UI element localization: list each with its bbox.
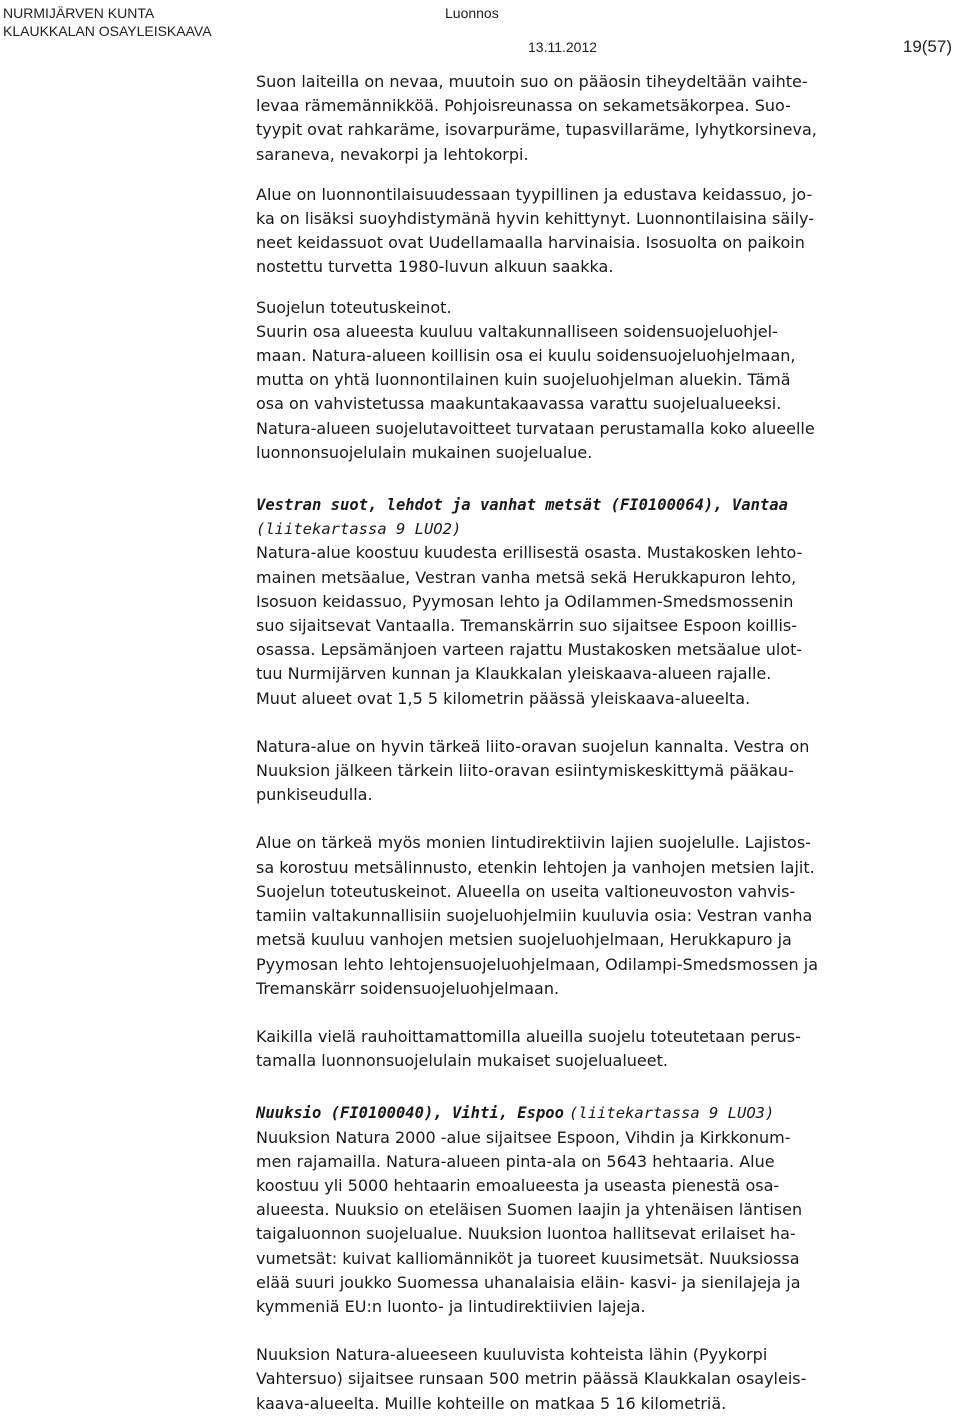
plan-name: KLAUKKALAN OSAYLEISKAAVA bbox=[3, 23, 212, 39]
text-line: Vahtersuo) sijaitsee runsaan 500 metrin päässä Klaukkalan osayleis- bbox=[256, 1369, 807, 1389]
text-line: kymmeniä EU:n luonto- ja lintudirektiivien lajeja. bbox=[256, 1296, 646, 1316]
text-line: tyypit ovat rahkaräme, isovarpuräme, tupasvillaräme, lyhytkorsineva, bbox=[256, 120, 817, 140]
text-line: Alue on tärkeä myös monien lintudirektiivin lajien suojelulle. Lajistos- bbox=[256, 833, 811, 853]
document-date: 13.11.2012 bbox=[528, 39, 598, 55]
text-line: elää suuri joukko Suomessa uhanalaisia eläin- kasvi- ja sienilajeja ja bbox=[256, 1272, 801, 1292]
text-line: Suurin osa alueesta kuuluu valtakunnalliseen soidensuojeluohjel- bbox=[256, 321, 778, 341]
section-vestra bbox=[256, 493, 956, 711]
paragraph-suojelu bbox=[256, 296, 956, 465]
text-line: Natura-alue koostuu kuudesta erillisestä osasta. Mustakosken lehto- bbox=[256, 543, 803, 563]
text-line: tamalla luonnonsuojelulain mukaiset suojelualueet. bbox=[256, 1051, 668, 1071]
header-organization bbox=[3, 4, 212, 40]
paragraph-rauhoitus bbox=[256, 1025, 956, 1073]
text-line: Pyymosan lehto lehtojensuojeluohjelmaan, Odilampi-Smedsmossen ja bbox=[256, 954, 818, 974]
text-line: Tremanskärr soidensuojeluohjelmaan. bbox=[256, 978, 560, 998]
page-number: 19(57) bbox=[902, 37, 952, 56]
text-line: taigaluonnon suojelualue. Nuuksion luontoa hallitsevat erilaiset ha- bbox=[256, 1224, 796, 1244]
text-line: Nuuksion Natura-alueeseen kuuluvista kohteista lähin (Pyykorpi bbox=[256, 1345, 768, 1365]
text-line: kaava-alueelta. Muille kohteille on matkaa 5 16 kilometriä. bbox=[256, 1393, 727, 1413]
map-reference: (liitekartassa 9 LUO2) bbox=[256, 520, 462, 539]
section-nuuksio bbox=[256, 1101, 956, 1319]
text-line: sa korostuu metsälinnusto, etenkin lehtojen ja vanhojen metsien lajit. bbox=[256, 857, 815, 877]
org-name: NURMIJÄRVEN KUNTA bbox=[3, 5, 155, 21]
text-line: saraneva, nevakorpi ja lehtokorpi. bbox=[256, 144, 529, 164]
paragraph-etaisyys bbox=[256, 1343, 956, 1416]
text-line: nostettu turvetta 1980-luvun alkuun saakka. bbox=[256, 257, 614, 277]
paragraph-lintudirektiivi bbox=[256, 831, 956, 1000]
text-line: Suon laiteilla on nevaa, muutoin suo on pääosin tiheydeltään vaihte- bbox=[256, 72, 808, 91]
text-line: osa on vahvistetussa maakuntakaavassa varattu suojelualueeksi. bbox=[256, 394, 782, 414]
document-body bbox=[256, 70, 956, 1416]
text-line: alueesta. Nuuksio on eteläisen Suomen laajin ja yhtenäisen läntisen bbox=[256, 1200, 803, 1220]
text-line: tuu Nurmijärven kunnan ja Klaukkalan yleiskaava-alueen rajalle. bbox=[256, 664, 772, 684]
text-line: Suojelun toteutuskeinot. Alueella on useita valtioneuvoston vahvis- bbox=[256, 881, 796, 901]
text-line: men rajamailla. Natura-alueen pinta-ala on 5643 hehtaaria. Alue bbox=[256, 1151, 775, 1171]
text-line: mainen metsäalue, Vestran vanha metsä sekä Herukkapuron lehto, bbox=[256, 567, 797, 587]
section-heading-nuuksio: Nuuksio (FI0100040), Vihti, Espoo bbox=[256, 1104, 564, 1123]
map-reference: (liitekartassa 9 LUO3) bbox=[569, 1104, 775, 1123]
text-line: Isosuon keidassuo, Pyymosan lehto ja Odilammen-Smedsmossenin bbox=[256, 591, 794, 611]
text-line: Suojelun toteutuskeinot. bbox=[256, 297, 452, 317]
text-line: metsä kuuluu vanhojen metsien suojeluohjelmaan, Herukkapuro ja bbox=[256, 930, 792, 950]
text-line: Natura-alue on hyvin tärkeä liito-oravan suojelun kannalta. Vestra on bbox=[256, 736, 810, 756]
paragraph-keidassuo bbox=[256, 183, 956, 280]
text-line: Nuuksion Natura 2000 -alue sijaitsee Espoon, Vihdin ja Kirkkonum- bbox=[256, 1127, 791, 1147]
text-line: suo sijaitsevat Vantaalla. Tremanskärrin suo sijaitsee Espoon koillis- bbox=[256, 616, 797, 636]
text-line: neet keidassuot ovat Uudellamaalla harvinaisia. Isosuolta on paikoin bbox=[256, 233, 805, 253]
text-line: luonnonsuojelulain mukainen suojelualue. bbox=[256, 442, 593, 462]
text-line: tamiin valtakunnallisiin suojeluohjelmiin kuuluvia osia: Vestran vanha bbox=[256, 906, 813, 926]
text-line: osassa. Lepsämänjoen varteen rajattu Mustakosken metsäalue ulot- bbox=[256, 640, 803, 660]
text-line: Muut alueet ovat 1,5 5 kilometrin päässä yleiskaava-alueelta. bbox=[256, 688, 751, 708]
text-line: vumetsät: kuivat kalliomänniköt ja tuoreet kuusimetsät. Nuuksiossa bbox=[256, 1248, 800, 1268]
text-line: punkiseudulla. bbox=[256, 785, 373, 805]
text-line: Kaikilla vielä rauhoittamattomilla alueilla suojelu toteutetaan perus- bbox=[256, 1026, 801, 1046]
text-line: Natura-alueen suojelutavoitteet turvataan perustamalla koko alueelle bbox=[256, 418, 815, 438]
document-type: Luonnos bbox=[445, 5, 499, 21]
text-line: Nuuksion jälkeen tärkein liito-oravan esiintymiskeskittymä pääkau- bbox=[256, 761, 794, 781]
section-heading-vestra: Vestran suot, lehdot ja vanhat metsät (FI0100064), Vantaa bbox=[256, 496, 788, 515]
paragraph-liito-orava bbox=[256, 735, 956, 808]
text-line: maan. Natura-alueen koillisin osa ei kuulu soidensuojeluohjelmaan, bbox=[256, 346, 796, 366]
text-line: koostuu yli 5000 hehtaarin emoalueesta ja useasta pienestä osa- bbox=[256, 1175, 780, 1195]
text-line: mutta on yhtä luonnontilainen kuin suojeluohjelman aluekin. Tämä bbox=[256, 370, 791, 390]
text-line: Alue on luonnontilaisuudessaan tyypillinen ja edustava keidassuo, jo- bbox=[256, 184, 813, 204]
text-line: ka on lisäksi suoyhdistymänä hyvin kehittynyt. Luonnontilaisina säily- bbox=[256, 209, 814, 229]
paragraph-suo-description bbox=[256, 70, 956, 167]
text-line: levaa rämemännikköä. Pohjoisreunassa on sekametsäkorpea. Suo- bbox=[256, 96, 791, 116]
